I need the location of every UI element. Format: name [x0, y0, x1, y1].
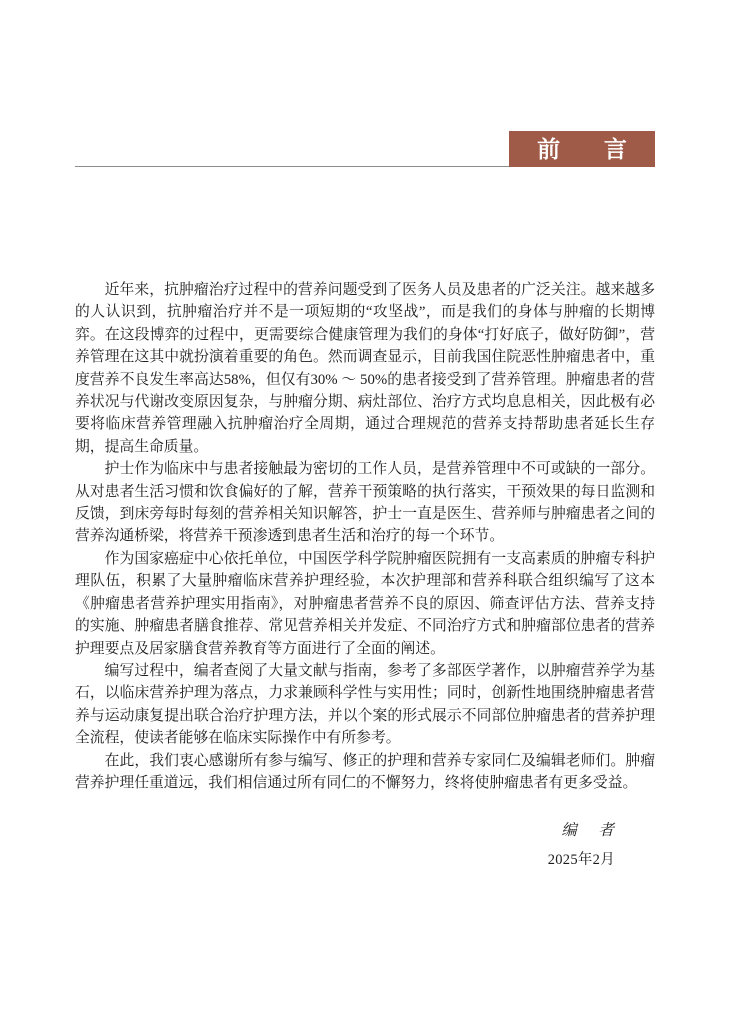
- preface-body: [75, 279, 655, 794]
- paragraph-5: 在此，我们衷心感谢所有参与编写、修正的护理和营养专家同仁及编辑老师们。肿瘤营养护理任重道远，我们相信通过所有同仁的不懈努力，终将使肿瘤患者有更多受益。: [75, 752, 655, 791]
- paragraph-1: 近年来，抗肿瘤治疗过程中的营养问题受到了医务人员及患者的广泛关注。越来越多的人认识到，抗肿瘤治疗并不是一项短期的“攻坚战”，而是我们的身体与肿瘤的长期博弈。在这段博弈的过程中，更需要综合健康管理为我们的身体“打好底子，做好防御”，营养管理在这其中就扮演着重要的角色。然而调查显示，目前我国住院恶性肿瘤患者中，重度营养不良发生率高达58%，但仅有30% ～ 50%的患者接受到了营养管理。肿瘤患者的营养状况与代谢改变原因复杂，与肿瘤分期、病灶部位、治疗方式均息息相关，因此极有必要将临床营养管理融入抗肿瘤治疗全周期，通过合理规范的营养支持帮助患者延长生存期，提高生命质量。: [75, 282, 655, 455]
- paragraph-4: 编写过程中，编者查阅了大量文献与指南，参考了多部医学著作，以肿瘤营养学为基石，以临床营养护理为落点，力求兼顾科学性与实用性；同时，创新性地围绕肿瘤患者营养与运动康复提出联合治疗护理方法，并以个案的形式展示不同部位肿瘤患者的营养护理全流程，使读者能够在临床实际操作中有所参考。: [75, 662, 655, 747]
- author-signature: 编 者: [561, 822, 617, 840]
- signature-date: 2025年2月: [547, 852, 615, 869]
- paragraph-2: 护士作为临床中与患者接触最为密切的工作人员，是营养管理中不可或缺的一部分。从对患者生活习惯和饮食偏好的了解，营养干预策略的执行落实，干预效果的每日监测和反馈，到床旁每时每刻的营养相关知识解答，护士一直是医生、营养师与肿瘤患者之间的营养沟通桥梁，将营养干预渗透到患者生活和治疗的每一个环节。: [75, 461, 655, 545]
- signature-block: [75, 818, 655, 869]
- preface-header: [75, 131, 655, 167]
- preface-title-block: [509, 131, 655, 167]
- header-rule: [75, 166, 509, 167]
- page-content: [75, 0, 655, 869]
- page-title: 前 言: [537, 136, 638, 162]
- paragraph-3: 作为国家癌症中心依托单位，中国医学科学院肿瘤医院拥有一支高素质的肿瘤专科护理队伍，积累了大量肿瘤临床营养护理经验，本次护理部和营养科联合组织编写了这本《肿瘤患者营养护理实用指南》，对肿瘤患者营养不良的原因、筛查评估方法、营养支持的实施、肿瘤患者膳食推荐、常见营养相关并发症、不同治疗方式和肿瘤部位患者的营养护理要点及居家膳食营养教育等方面进行了全面的阐述。: [75, 550, 655, 657]
